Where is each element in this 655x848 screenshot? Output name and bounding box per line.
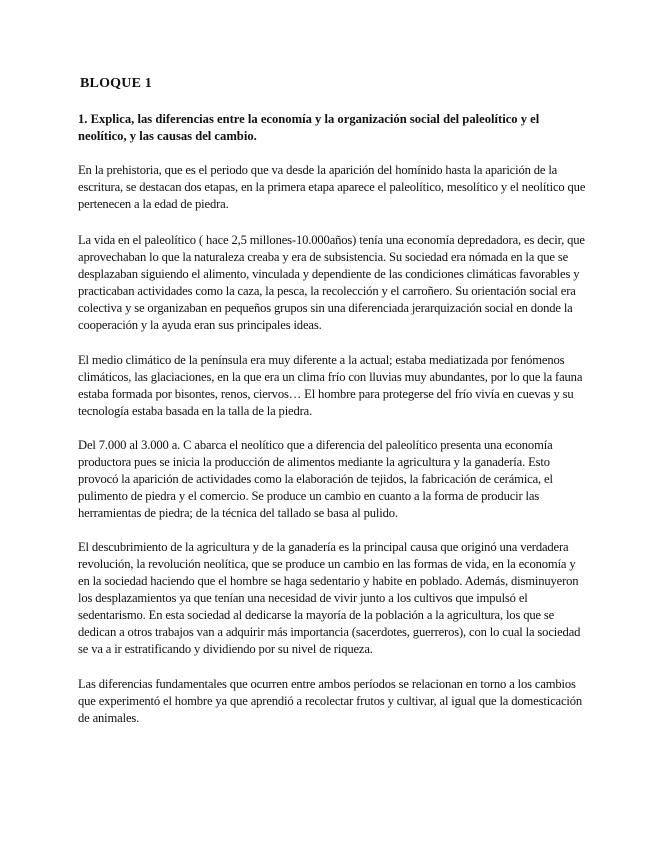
paragraph-neolithic: Del 7.000 al 3.000 a. C abarca el neolítico que a diferencia del paleolítico presenta una economía productora pues se inicia la producción de alimentos mediante la agricultura y la ganadería. Esto provocó la aparición de actividades como la elaboración de tejidos, la fabricación de cerámica, el pulimento de piedra y el comercio. Se produce un cambio en cuanto a la forma de producir las herramientas de piedra; de la técnica del tallado se basa al pulido. [78,438,553,520]
paragraph-neolithic-revolution: El descubrimiento de la agricultura y de la ganadería es la principal causa que originó una verdadera revolución, la revolución neolítica, que se produce un cambio en las formas de vida, en la economía y en la sociedad haciendo que el hombre se haga sedentario y habite en poblado. Además, disminuyeron los desplazamientos ya que tenían una necesidad de vivir junto a los cultivos que impulsó el sedentarismo. En esta sociedad al dedicarse la mayoría de la población a la agricultura, los que se dedican a otros trabajos van a adquirir más importancia (sacerdotes, guerreros), con lo cual la sociedad se va a ir estratificando y dividiendo por su nivel de riqueza. [78,540,581,656]
paragraph-differences: Las diferencias fundamentales que ocurren entre ambos períodos se relacionan en torno a los cambios que experimentó el hombre ya que aprendió a recolectar frutos y cultivar, al igual que la domesticación de animales. [78,677,583,725]
paragraph-prehistory: En la prehistoria, que es el periodo que va desde la aparición del homínido hasta la aparición de la escritura, se destacan dos etapas, en la primera etapa aparece el paleolítico, mesolítico y el neolítico que pertenecen a la edad de piedra. [78,163,586,211]
block-heading: BLOQUE 1 [80,76,153,91]
paragraph-climate: El medio climático de la península era muy diferente a la actual; estaba mediatizada por fenómenos climáticos, las glaciaciones, en la que era un clima frío con lluvias muy abundantes, por lo que la fauna estaba formada por bisontes, renos, ciervos… El hombre para protegerse del frío vivía en cuevas y su tecnología estaba basada en la talla de la piedra. [78,353,583,418]
question-title: 1. Explica, las diferencias entre la economía y la organización social del paleolítico y el neolítico, y las causas del cambio. [78,112,540,143]
paragraph-paleolithic-life: La vida en el paleolítico ( hace 2,5 millones-10.000años) tenía una economía depredadora, es decir, que aprovechaban lo que la naturaleza creaba y era de subsistencia. Su sociedad era nómada en la que se desplazaban siguiendo el alimento, vinculada y dependiente de las condiciones climáticas favorables y practicaban actividades como la caza, la pesca, la recolección y el carroñero. Su orientación social era colectiva y se organizaban en pequeños grupos sin una diferenciada jerarquización social en donde la cooperación y la ayuda eran sus principales ideas. [78,233,585,332]
